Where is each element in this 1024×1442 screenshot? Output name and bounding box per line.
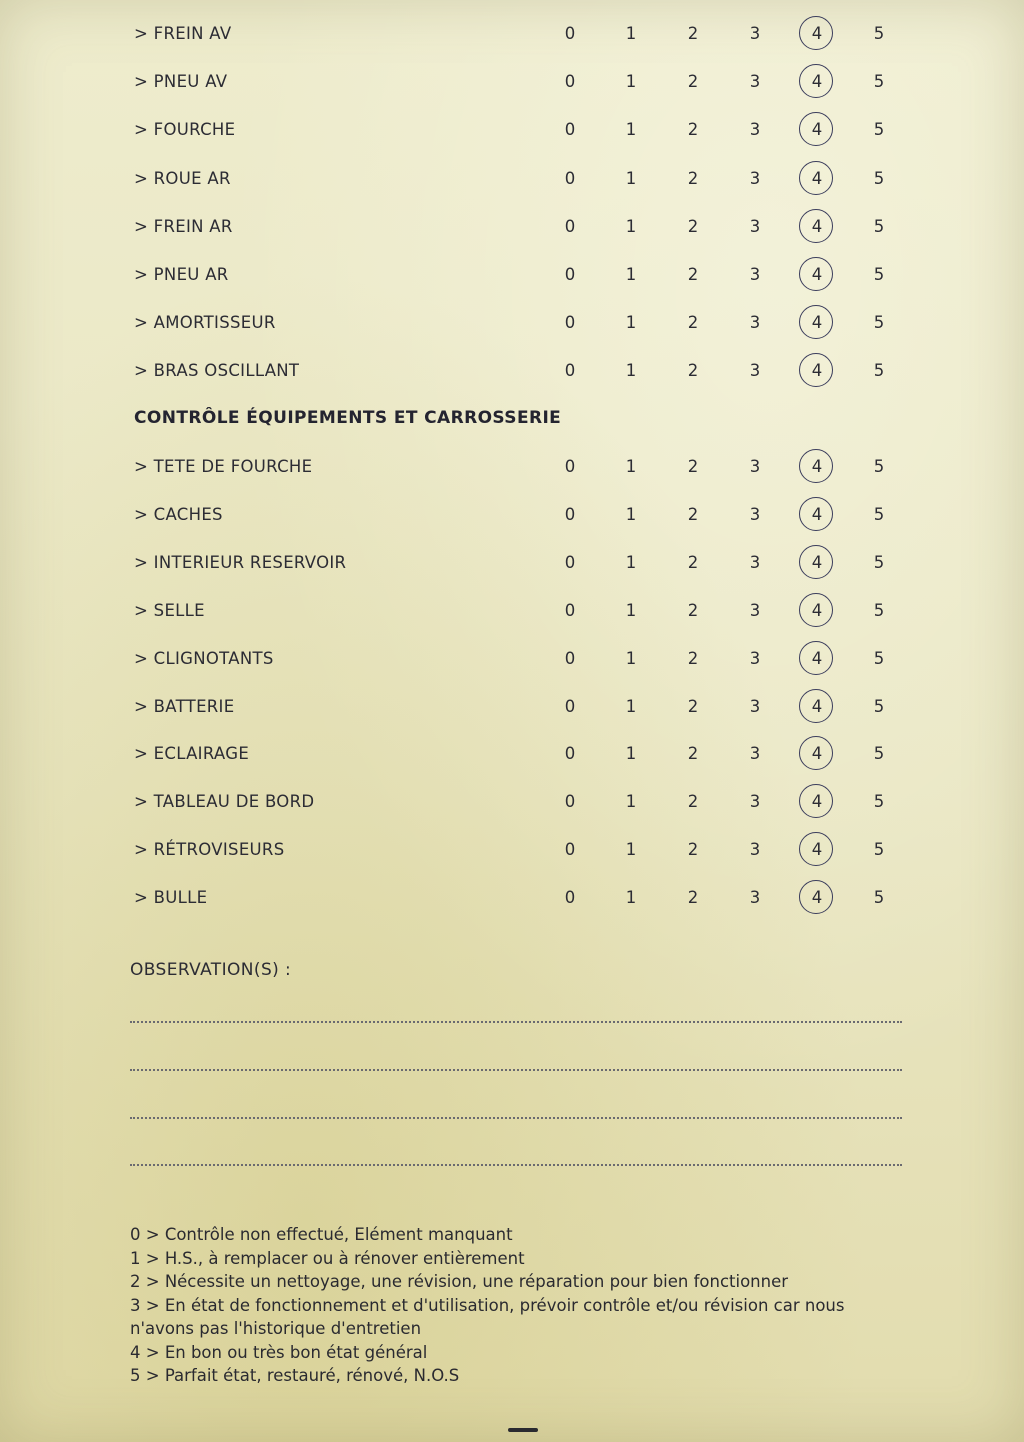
rating-option-1: 1 — [625, 120, 637, 140]
rating-row — [0, 597, 1024, 627]
rating-option-2: 2 — [687, 840, 699, 860]
rating-option-0: 0 — [564, 792, 576, 812]
rating-option-0: 0 — [564, 361, 576, 381]
item-label: > AMORTISSEUR — [134, 313, 276, 333]
selected-rating-circle — [799, 64, 833, 98]
rating-option-0: 0 — [564, 265, 576, 284]
rating-row — [0, 645, 1024, 675]
selected-rating-circle — [799, 736, 833, 770]
rating-option-5: 5 — [873, 504, 885, 524]
rating-option-4: 4 — [811, 648, 823, 668]
legend-line: n'avons pas l'historique d'entretien — [130, 1319, 422, 1338]
rating-option-4: 4 — [811, 696, 823, 716]
observation-line — [130, 1069, 902, 1071]
rating-option-5: 5 — [873, 696, 885, 716]
rating-option-0: 0 — [564, 840, 576, 860]
rating-option-1: 1 — [625, 600, 637, 620]
rating-option-1: 1 — [625, 457, 637, 476]
rating-row — [0, 453, 1024, 483]
selected-rating-circle — [799, 161, 833, 195]
rating-option-0: 0 — [564, 600, 576, 620]
rating-option-4: 4 — [811, 72, 823, 92]
selected-rating-circle — [799, 497, 833, 531]
rating-option-2: 2 — [687, 792, 699, 812]
legend-line: 1 > H.S., à remplacer ou à rénover entièrement — [130, 1248, 525, 1268]
rating-option-3: 3 — [749, 504, 761, 524]
rating-option-1: 1 — [625, 361, 637, 381]
rating-legend — [130, 1223, 890, 1388]
rating-option-4: 4 — [811, 216, 823, 236]
rating-option-5: 5 — [873, 840, 885, 860]
rating-option-3: 3 — [749, 744, 761, 764]
rating-option-0: 0 — [564, 744, 576, 764]
rating-option-4: 4 — [811, 600, 823, 620]
rating-option-4: 4 — [811, 840, 823, 860]
legend-line: 3 > En état de fonctionnement et d'utilisation, prévoir contrôle et/ou révision car nous — [130, 1295, 845, 1315]
item-label: > BATTERIE — [134, 696, 235, 716]
selected-rating-circle — [799, 112, 833, 146]
rating-row — [0, 884, 1024, 914]
rating-option-2: 2 — [687, 744, 699, 764]
selected-rating-circle — [799, 209, 833, 243]
rating-option-4: 4 — [811, 888, 823, 908]
observation-line — [130, 1164, 902, 1166]
rating-option-2: 2 — [687, 457, 699, 476]
item-label: > BRAS OSCILLANT — [134, 361, 300, 381]
rating-option-4: 4 — [811, 744, 823, 764]
item-label: > BULLE — [134, 888, 208, 908]
rating-option-0: 0 — [564, 24, 576, 43]
rating-option-5: 5 — [873, 744, 885, 764]
rating-option-5: 5 — [873, 24, 885, 43]
rating-option-3: 3 — [749, 120, 761, 140]
selected-rating-circle — [799, 832, 833, 866]
rating-option-5: 5 — [873, 313, 885, 333]
rating-option-3: 3 — [749, 840, 761, 860]
rating-row — [0, 68, 1024, 98]
rating-row — [0, 309, 1024, 339]
rating-option-1: 1 — [625, 648, 637, 668]
rating-option-2: 2 — [687, 888, 699, 908]
item-label: > SELLE — [134, 600, 205, 620]
selected-rating-circle — [799, 305, 833, 339]
legend-line: 5 > Parfait état, restauré, rénové, N.O.S — [130, 1366, 460, 1385]
selected-rating-circle — [799, 16, 833, 50]
item-label: > ECLAIRAGE — [134, 744, 250, 764]
rating-row — [0, 549, 1024, 579]
selected-rating-circle — [799, 784, 833, 818]
rating-option-4: 4 — [811, 168, 823, 188]
selected-rating-circle — [799, 880, 833, 914]
selected-rating-circle — [799, 593, 833, 627]
rating-option-3: 3 — [749, 457, 761, 476]
rating-option-5: 5 — [873, 120, 885, 140]
rating-row — [0, 261, 1024, 291]
rating-option-0: 0 — [564, 168, 576, 188]
rating-option-2: 2 — [687, 696, 699, 716]
rating-option-0: 0 — [564, 72, 576, 92]
rating-row — [0, 740, 1024, 770]
rating-option-3: 3 — [749, 168, 761, 188]
rating-option-0: 0 — [564, 504, 576, 524]
rating-option-1: 1 — [625, 168, 637, 188]
item-label: > ROUE AR — [134, 168, 231, 188]
selected-rating-circle — [799, 257, 833, 291]
rating-option-1: 1 — [625, 696, 637, 716]
rating-row — [0, 836, 1024, 866]
rating-option-2: 2 — [687, 72, 699, 92]
rating-option-2: 2 — [687, 600, 699, 620]
rating-option-5: 5 — [873, 72, 885, 92]
rating-option-1: 1 — [625, 504, 637, 524]
rating-option-5: 5 — [873, 265, 885, 284]
rating-row — [0, 165, 1024, 195]
rating-option-3: 3 — [749, 216, 761, 236]
rating-option-4: 4 — [811, 313, 823, 333]
rating-option-1: 1 — [625, 24, 637, 43]
rating-option-4: 4 — [811, 457, 823, 476]
rating-option-2: 2 — [687, 265, 699, 284]
item-label: > RÉTROVISEURS — [134, 840, 285, 860]
selected-rating-circle — [799, 641, 833, 675]
rating-option-3: 3 — [749, 313, 761, 333]
rating-option-5: 5 — [873, 792, 885, 812]
rating-option-2: 2 — [687, 313, 699, 333]
rating-option-5: 5 — [873, 216, 885, 236]
rating-row — [0, 357, 1024, 387]
rating-option-0: 0 — [564, 552, 576, 572]
item-label: > PNEU AV — [134, 72, 228, 92]
rating-option-4: 4 — [811, 120, 823, 140]
rating-option-5: 5 — [873, 361, 885, 381]
rating-option-5: 5 — [873, 168, 885, 188]
observation-line — [130, 1117, 902, 1119]
rating-option-1: 1 — [625, 840, 637, 860]
rating-option-3: 3 — [749, 600, 761, 620]
rating-option-0: 0 — [564, 216, 576, 236]
rating-option-5: 5 — [873, 600, 885, 620]
selected-rating-circle — [799, 449, 833, 483]
rating-row — [0, 213, 1024, 243]
rating-option-2: 2 — [687, 361, 699, 381]
rating-option-3: 3 — [749, 72, 761, 92]
rating-option-3: 3 — [749, 265, 761, 284]
item-label: > CACHES — [134, 504, 223, 524]
item-label: > TETE DE FOURCHE — [134, 457, 313, 476]
rating-option-3: 3 — [749, 888, 761, 908]
rating-option-0: 0 — [564, 888, 576, 908]
rating-option-1: 1 — [625, 744, 637, 764]
rating-option-2: 2 — [687, 120, 699, 140]
rating-option-4: 4 — [811, 504, 823, 524]
selected-rating-circle — [799, 689, 833, 723]
item-label: > INTERIEUR RESERVOIR — [134, 552, 347, 572]
rating-option-2: 2 — [687, 552, 699, 572]
rating-option-0: 0 — [564, 648, 576, 668]
rating-option-1: 1 — [625, 313, 637, 333]
item-label: > CLIGNOTANTS — [134, 648, 274, 668]
rating-option-5: 5 — [873, 648, 885, 668]
rating-option-1: 1 — [625, 216, 637, 236]
rating-option-3: 3 — [749, 24, 761, 43]
rating-option-2: 2 — [687, 24, 699, 43]
rating-option-0: 0 — [564, 313, 576, 333]
rating-option-2: 2 — [687, 168, 699, 188]
legend-line: 0 > Contrôle non effectué, Elément manquant — [130, 1225, 513, 1244]
rating-option-4: 4 — [811, 792, 823, 812]
observations-label: OBSERVATION(S) : — [130, 960, 292, 980]
observation-line — [130, 1021, 902, 1023]
item-label: > TABLEAU DE BORD — [134, 792, 315, 812]
selected-rating-circle — [799, 545, 833, 579]
rating-option-3: 3 — [749, 648, 761, 668]
rating-option-1: 1 — [625, 792, 637, 812]
legend-line: 2 > Nécessite un nettoyage, une révision, une réparation pour bien fonctionner — [130, 1272, 789, 1291]
rating-option-1: 1 — [625, 888, 637, 908]
rating-option-4: 4 — [811, 552, 823, 572]
item-label: > PNEU AR — [134, 265, 229, 284]
rating-option-3: 3 — [749, 696, 761, 716]
selected-rating-circle — [799, 353, 833, 387]
rating-option-5: 5 — [873, 552, 885, 572]
rating-option-2: 2 — [687, 216, 699, 236]
rating-option-1: 1 — [625, 72, 637, 92]
rating-row — [0, 788, 1024, 818]
legend-line: 4 > En bon ou très bon état général — [130, 1342, 428, 1362]
item-label: > FREIN AR — [134, 216, 233, 236]
rating-option-4: 4 — [811, 265, 823, 284]
item-label: > FOURCHE — [134, 120, 236, 140]
rating-option-2: 2 — [687, 648, 699, 668]
rating-option-4: 4 — [811, 24, 823, 43]
rating-row — [0, 116, 1024, 146]
rating-row — [0, 20, 1024, 50]
rating-row — [0, 693, 1024, 723]
rating-option-3: 3 — [749, 552, 761, 572]
rating-row — [0, 501, 1024, 531]
rating-option-3: 3 — [749, 792, 761, 812]
page-mark — [508, 1428, 538, 1432]
rating-option-1: 1 — [625, 265, 637, 284]
rating-option-2: 2 — [687, 504, 699, 524]
rating-option-0: 0 — [564, 696, 576, 716]
rating-option-5: 5 — [873, 888, 885, 908]
rating-option-5: 5 — [873, 457, 885, 476]
section-title: CONTRÔLE ÉQUIPEMENTS ET CARROSSERIE — [134, 408, 562, 428]
rating-option-1: 1 — [625, 552, 637, 572]
rating-option-4: 4 — [811, 361, 823, 381]
item-label: > FREIN AV — [134, 24, 232, 43]
rating-option-0: 0 — [564, 457, 576, 476]
rating-option-3: 3 — [749, 361, 761, 381]
rating-option-0: 0 — [564, 120, 576, 140]
